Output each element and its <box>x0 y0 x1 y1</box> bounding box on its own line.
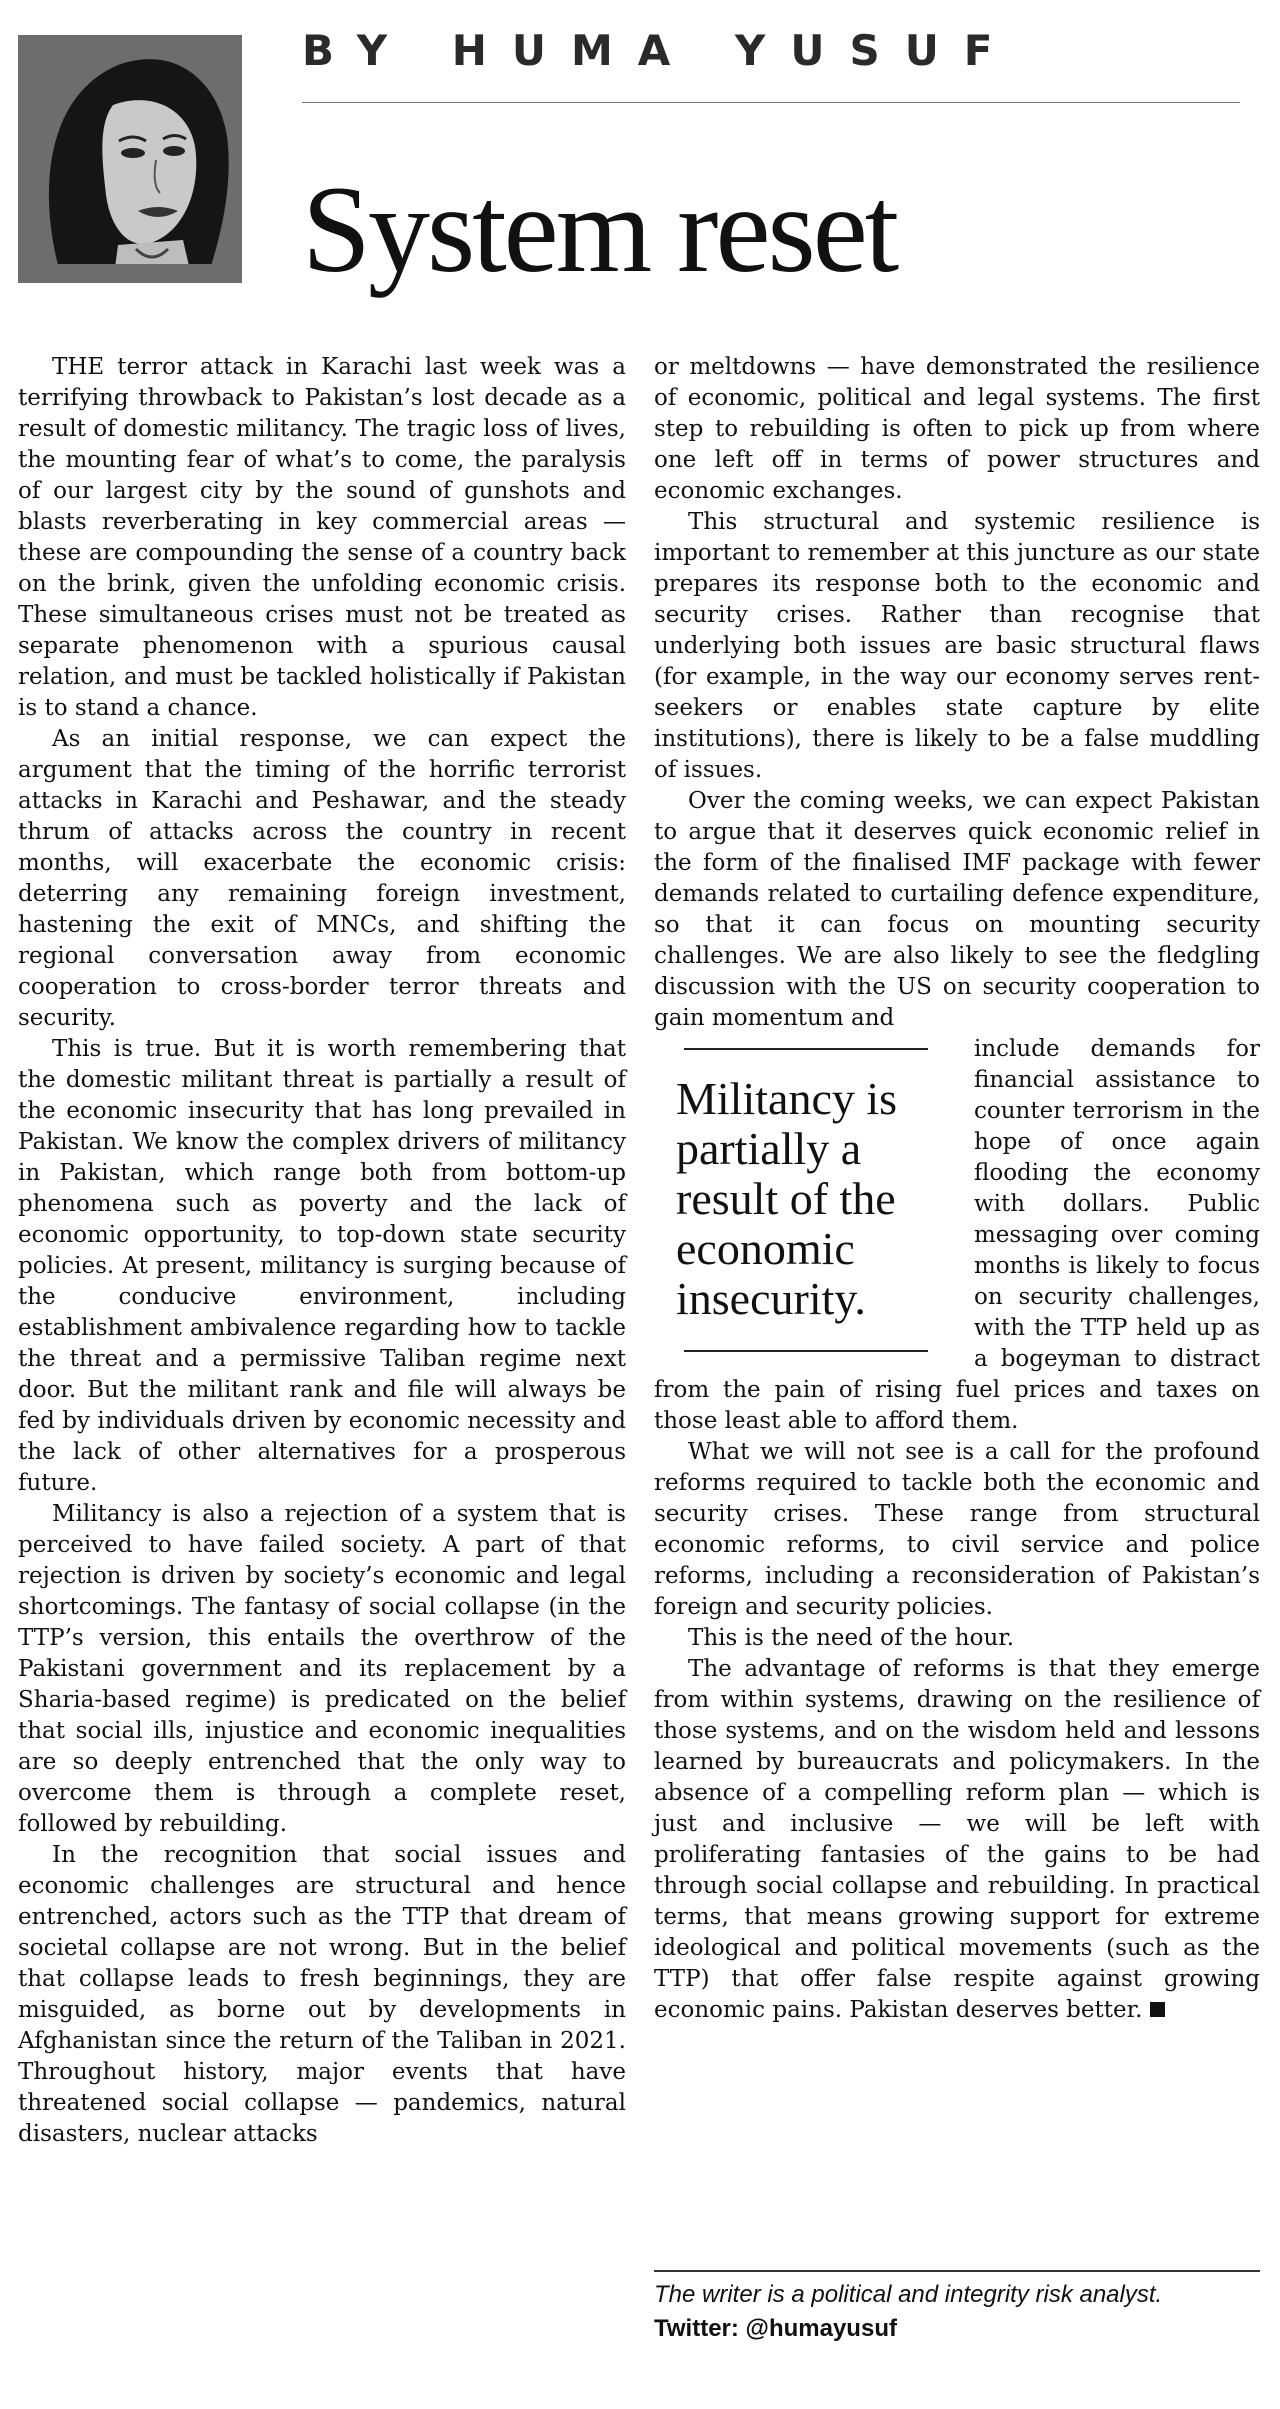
footer-divider <box>654 2270 1260 2272</box>
paragraph: include demands for financial assistance to counter terrorism in the hope of once again flooding the economy with dollars. Public messaging over coming months is likely to focus on security challenges, with the TTP held up as a bogeyman to distract from the pain of rising fuel prices and taxes on those least able to afford them. <box>654 1036 1260 1434</box>
pull-quote-top-rule <box>684 1048 928 1050</box>
author-photo <box>18 35 242 283</box>
author-bio: The writer is a political and integrity risk analyst. <box>654 2281 1163 2308</box>
byline: BY HUMA YUSUF <box>302 26 1018 75</box>
pull-quote <box>654 1048 954 1352</box>
paragraph: What we will not see is a call for the profound reforms required to tackle both the economic and security crises. These range from structural economic reforms, to civil service and police reforms, including a reconsideration of Pakistan’s foreign and security policies. <box>654 1439 1260 1620</box>
paragraph: Over the coming weeks, we can expect Pakistan to argue that it deserves quick economic relief in the form of the finalised IMF package with fewer demands related to curtailing defence expenditure, so that it can focus on mounting security challenges. We are also likely to see the fledgling discussion with the US on security cooperation to gain momentum and <box>654 788 1260 1031</box>
paragraph: As an initial response, we can expect the argument that the timing of the horrific terrorist attacks in Karachi and Peshawar, and the steady thrum of attacks across the country in recent months, will exacerbate the economic crisis: deterring any remaining foreign investment, hastening the exit of MNCs, and shifting the regional conversation away from economic cooperation to cross-border terror threats and security. <box>18 726 626 1031</box>
pull-quote-bottom-rule <box>684 1350 928 1352</box>
byline-divider <box>302 102 1240 103</box>
author-twitter: Twitter: @humayusuf <box>654 2315 897 2342</box>
square-end-mark-icon <box>1150 2002 1165 2017</box>
paragraph: THE terror attack in Karachi last week was a terrifying throwback to Pakistan’s lost decade as a result of domestic militancy. The tragic loss of lives, the mounting fear of what’s to come, the paralysis of our largest city by the sound of gunshots and blasts reverberating in key commercial areas — these are compounding the sense of a country back on the brink, given the unfolding economic crisis. These simultaneous crises must not be treated as separate phenomenon with a spurious causal relation, and must be tackled holistically if Pakistan is to stand a chance. <box>18 354 626 721</box>
left-column <box>18 352 626 2150</box>
pull-quote-text: Militancy is partially a result of the economic insecurity. <box>676 1073 898 1324</box>
right-column <box>654 352 1260 2026</box>
photo-caption-bar <box>18 264 242 283</box>
paragraph: This structural and systemic resilience is important to remember at this juncture as our state prepares its response both to the economic and security crises. Rather than recognise that underlying both issues are basic structural flaws (for example, in the way our economy serves rent-seekers or enables state capture by elite institutions), there is likely to be a false muddling of issues. <box>654 509 1260 783</box>
paragraph: This is the need of the hour. <box>688 1625 1015 1651</box>
author-portrait-icon <box>18 35 242 283</box>
headline: System reset <box>302 161 897 298</box>
paragraph: Militancy is also a rejection of a system that is perceived to have failed society. A part of that rejection is driven by society’s economic and legal shortcomings. The fantasy of social collapse (in the TTP’s version, this entails the overthrow of the Pakistani government and its replacement by a Sharia-based regime) is predicated on the belief that social ills, injustice and economic inequalities are so deeply entrenched that the only way to overcome them is through a complete reset, followed by rebuilding. <box>18 1501 626 1837</box>
paragraph-final <box>654 1654 1260 2026</box>
paragraph-text: The advantage of reforms is that they emerge from within systems, drawing on the resilience of those systems, and on the wisdom held and lessons learned by bureaucrats and policymakers. In the absence of a compelling reform plan — which is just and inclusive — we will be left with proliferating fantasies of the gains to be had through social collapse and rebuilding. In practical terms, that means growing support for extreme ideological and political movements (such as the TTP) that offer false respite against growing economic pains. Pakistan deserves better. <box>654 1656 1260 2023</box>
paragraph: This is true. But it is worth remembering that the domestic militant threat is partially a result of the economic insecurity that has long prevailed in Pakistan. We know the complex drivers of militancy in Pakistan, which range both from bottom-up phenomena such as poverty and the lack of economic opportunity, to top-down state security policies. At present, militancy is surging because of the conducive environment, including establishment ambivalence regarding how to tackle the threat and a permissive Taliban regime next door. But the militant rank and file will always be fed by individuals driven by economic necessity and the lack of other alternatives for a prosperous future. <box>18 1036 626 1496</box>
paragraph: In the recognition that social issues and economic challenges are structural and hence entrenched, actors such as the TTP that dream of societal collapse are not wrong. But in the belief that collapse leads to fresh beginnings, they are misguided, as borne out by developments in Afghanistan since the return of the Taliban in 2021. Throughout history, major events that have threatened social collapse — pandemics, natural disasters, nuclear attacks <box>18 1842 626 2147</box>
author-footer <box>654 2278 1260 2346</box>
paragraph: or meltdowns — have demonstrated the resilience of economic, political and legal systems. The first step to rebuilding is often to pick up from where one left off in terms of power structures and economic exchanges. <box>654 354 1260 504</box>
